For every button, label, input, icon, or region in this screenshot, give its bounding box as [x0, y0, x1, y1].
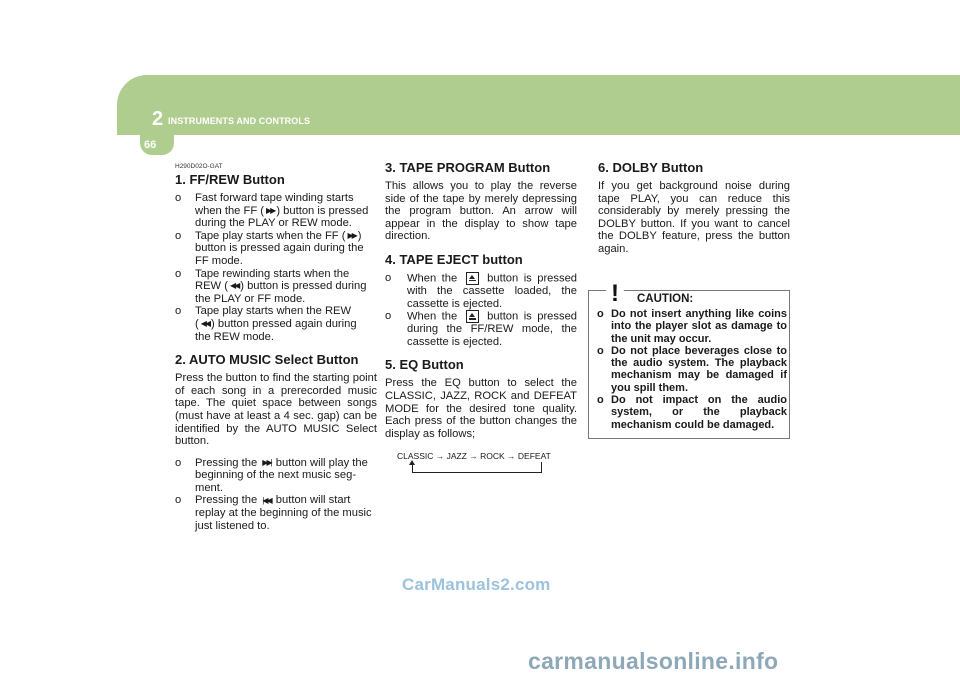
cycle-line — [541, 462, 542, 472]
text: button will play the — [275, 456, 368, 469]
caution-list — [597, 308, 787, 431]
text: Tape rewinding starts when the — [195, 267, 350, 280]
chapter-number: 2 — [152, 108, 164, 130]
bullet-mark: o — [175, 267, 182, 280]
watermark-footer: carmanualsonline.info — [528, 648, 779, 674]
text: ( — [195, 317, 199, 330]
tape-program-heading: 3. TAPE PROGRAM Button — [385, 160, 551, 175]
text: ) button pressed again during — [211, 317, 357, 330]
bullet-mark: o — [175, 305, 182, 318]
text: the PLAY or FF mode. — [195, 292, 306, 305]
eq-cycle-diagram — [385, 450, 577, 474]
watermark-link[interactable]: CarManuals2.com — [402, 575, 551, 594]
text: REW ( — [195, 280, 228, 293]
dolby-heading: 6. DOLBY Button — [598, 160, 704, 175]
text: when the FF ( — [195, 204, 265, 217]
text: ) button is pressed — [276, 204, 369, 217]
text: When the — [407, 272, 458, 285]
column-left — [163, 160, 377, 532]
ffrew-item — [175, 305, 377, 343]
text: Tape play starts when the REW — [195, 305, 352, 318]
text: ) — [357, 229, 362, 242]
column-right — [598, 160, 790, 256]
bullet-mark: o — [597, 344, 604, 357]
eq-body: Press the EQ button to select the CLASSIC, JAZZ, ROCK and DEFEAT MODE for the desired tone quality. Each press of the button changes the display as follows; — [385, 377, 577, 440]
bullet-mark: o — [597, 308, 604, 320]
text: button is pressed again during the — [195, 242, 364, 255]
tape-eject-item — [385, 272, 577, 310]
auto-music-item — [175, 494, 377, 532]
tape-eject-heading: 4. TAPE EJECT button — [385, 251, 523, 267]
ffrew-item — [175, 268, 377, 306]
text: during the PLAY or REW mode. — [195, 217, 352, 230]
column-middle — [385, 160, 577, 474]
skip-next-icon: ▶▶| — [262, 457, 271, 467]
ffrew-heading: 1. FF/REW Button — [175, 172, 285, 187]
bullet-mark: o — [385, 271, 392, 284]
chapter-header-bar — [117, 75, 960, 135]
cycle-line — [412, 472, 542, 473]
text: the REW mode. — [195, 330, 274, 343]
text: Do not place beverages close to the audio system. The playback mechanism may be damaged if you spill them. — [611, 344, 787, 394]
caution-item — [597, 308, 787, 345]
bullet-mark: o — [597, 394, 604, 407]
text: Do not insert anything like coins into the player slot as damage to the unit may occur. — [611, 308, 787, 345]
eject-icon — [466, 310, 479, 323]
page-number: 66 — [144, 139, 157, 151]
text: ment. — [195, 481, 223, 494]
fast-forward-icon: ▶▶ — [347, 230, 356, 240]
caution-item — [597, 394, 787, 431]
text: beginning of the next music seg- — [195, 469, 357, 482]
text: When the — [407, 310, 458, 323]
tape-eject-item — [385, 310, 577, 348]
eject-icon — [466, 272, 479, 285]
rewind-icon: ◀◀ — [200, 318, 210, 328]
auto-music-item — [175, 457, 377, 495]
text: ) button is pressed during — [240, 280, 367, 293]
bullet-mark: o — [175, 229, 182, 242]
caution-title: CAUTION: — [637, 293, 694, 305]
svg-text:!: ! — [611, 280, 619, 307]
text: replay at the beginning of the music — [195, 507, 372, 520]
text: button is pressed with the cassette loaded, the cassette is ejected. — [407, 272, 578, 310]
text: FF mode. — [195, 254, 243, 267]
ffrew-item — [175, 192, 377, 230]
caution-item — [597, 345, 787, 394]
ffrew-item — [175, 230, 377, 268]
text: Pressing the — [195, 494, 258, 507]
text: Fast forward tape winding starts — [195, 192, 354, 204]
cycle-line — [412, 462, 413, 472]
text: Tape play starts when the FF ( — [195, 229, 346, 242]
auto-music-heading: 2. AUTO MUSIC Select Button — [175, 352, 359, 368]
dolby-body: If you get background noise during tape PLAY, you can reduce this considerably by merely pressing the DOLBY button. If you want to cancel the DOLBY feature, press the button again. — [598, 180, 790, 255]
chapter-title: INSTRUMENTS AND CONTROLS — [168, 116, 311, 126]
bullet-mark: o — [385, 310, 392, 323]
text: button is pressed during the FF/REW mode, the cassette is ejected. — [407, 310, 578, 348]
tape-program-body: This allows you to play the reverse side of the tape by merely depressing the program button. An arrow will appear in the display to show tape direction. — [385, 180, 577, 243]
eq-cycle-text: CLASSIC → JAZZ → ROCK → DEFEAT — [397, 451, 551, 462]
warning-triangle-icon — [596, 274, 634, 308]
bullet-mark: o — [175, 456, 182, 469]
text: Pressing the — [195, 456, 258, 469]
text: Do not impact on the audio system, or the playback mechanism could be damaged. — [611, 394, 787, 431]
text: button will start — [275, 494, 351, 507]
skip-previous-icon: |◀◀ — [262, 495, 271, 505]
text: just listened to. — [195, 519, 270, 532]
auto-music-intro: Press the button to find the starting point of each song in a prerecorded music tape. The quiet space between songs (must have at least a 4 sec. gap) can be identified by the AUTO MUSIC Select button. — [175, 372, 377, 448]
section-code: H290D02O-GAT — [175, 163, 223, 170]
eq-heading: 5. EQ Button — [385, 357, 464, 373]
fast-forward-icon: ▶▶ — [266, 205, 275, 215]
bullet-mark: o — [175, 494, 182, 507]
bullet-mark: o — [175, 192, 182, 204]
rewind-icon: ◀◀ — [229, 281, 239, 291]
